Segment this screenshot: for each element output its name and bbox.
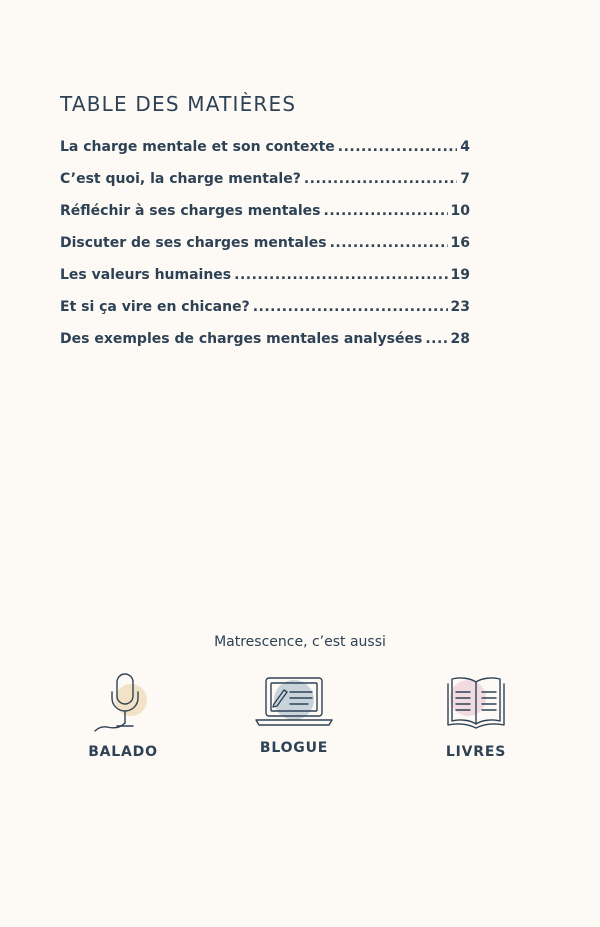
toc-entry[interactable] [60, 235, 470, 267]
toc-title: TABLE DES MATIÈRES [60, 92, 297, 116]
balado-link[interactable] [53, 670, 193, 760]
microphone-icon [83, 670, 163, 734]
blogue-label: BLOGUE [259, 740, 329, 756]
laptop-icon [252, 670, 336, 730]
toc-entry-label: Discuter de ses charges mentales [60, 235, 327, 251]
toc-entry-page: 4 [460, 139, 470, 155]
toc-entry-page: 10 [450, 203, 470, 219]
toc-leader-dots [304, 171, 457, 187]
toc-entry-page: 28 [450, 331, 470, 347]
toc-entry[interactable] [60, 267, 470, 299]
toc-entry-label: La charge mentale et son contexte [60, 139, 335, 155]
toc-leader-dots [338, 139, 458, 155]
toc-entry[interactable] [60, 171, 470, 203]
toc-entry[interactable] [60, 299, 470, 331]
toc-entry-label: Des exemples de charges mentales analysées [60, 331, 423, 347]
toc-leader-dots [253, 299, 448, 315]
livres-label: LIVRES [445, 744, 507, 760]
toc-entry-label: C’est quoi, la charge mentale? [60, 171, 301, 187]
footer-tagline: Matrescence, c’est aussi [214, 634, 386, 650]
toc-list [60, 139, 470, 363]
book-icon [440, 670, 512, 734]
toc-entry[interactable] [60, 139, 470, 171]
toc-entry-label: Et si ça vire en chicane? [60, 299, 250, 315]
toc-leader-dots [324, 203, 448, 219]
blogue-link[interactable] [224, 670, 364, 756]
toc-leader-dots [234, 267, 447, 283]
toc-entry[interactable] [60, 203, 470, 235]
toc-leader-dots [330, 235, 448, 251]
toc-entry-page: 23 [450, 299, 470, 315]
toc-entry-page: 19 [450, 267, 470, 283]
toc-leader-dots [425, 331, 447, 347]
toc-entry-page: 7 [460, 171, 470, 187]
toc-entry-page: 16 [450, 235, 470, 251]
livres-link[interactable] [406, 670, 546, 760]
toc-entry-label: Réfléchir à ses charges mentales [60, 203, 321, 219]
balado-label: BALADO [88, 744, 158, 760]
toc-entry-label: Les valeurs humaines [60, 267, 232, 283]
toc-entry[interactable] [60, 331, 470, 363]
